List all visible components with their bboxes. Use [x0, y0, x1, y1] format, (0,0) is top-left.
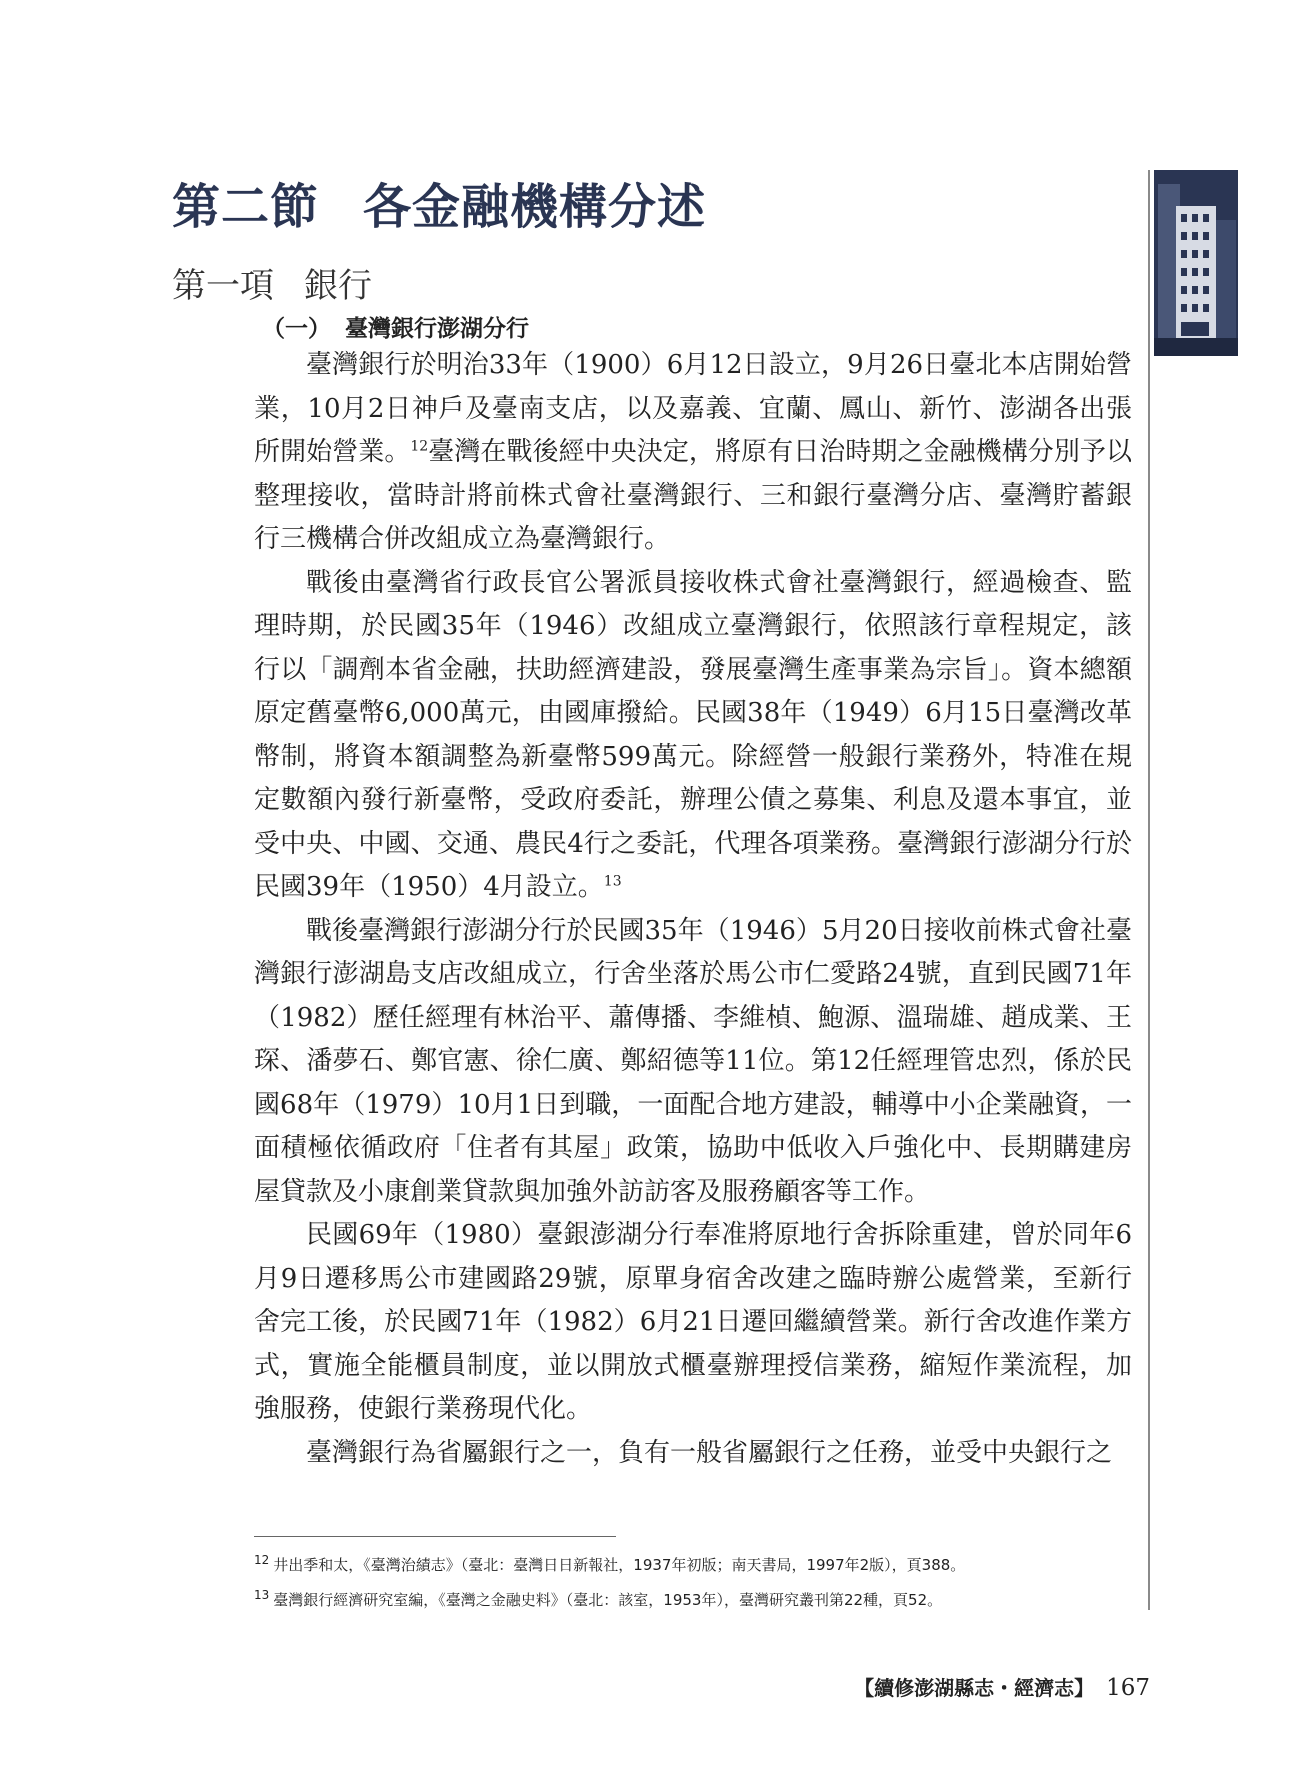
building-photo — [1154, 170, 1238, 356]
page-number: 167 — [1106, 1675, 1150, 1701]
subsection-title — [262, 310, 529, 343]
paragraph: 戰後臺灣銀行澎湖分行於民國35年（1946）5月20日接收前株式會社臺灣銀行澎湖島支店改組成立，行舍坐落於馬公市仁愛路24號，直到民國71年（1982）歷任經理有林治平、蕭傳播、李維楨、鮑源、溫瑞雄、趙成業、王琛、潘夢石、鄭官憲、徐仁廣、鄭紹德等11位。第12任經理管忠烈，係於民國68年（1979）10月1日到職，一面配合地方建設，輔導中小企業融資，一面積極依循政府「住者有其屋」政策，協助中低收入戶強化中、長期購建房屋貸款及小康創業貸款與加強外訪訪客及服務顧客等工作。 — [254, 915, 1132, 1207]
footnote-ref[interactable]: 12 — [410, 438, 429, 455]
footnotes — [254, 1550, 1134, 1620]
footnote-number: 12 — [254, 1553, 270, 1567]
footnote-divider — [254, 1536, 616, 1537]
paragraph: 臺灣銀行為省屬銀行之一，負有一般省屬銀行之任務，並受中央銀行之 — [306, 1437, 1113, 1468]
footnote-ref[interactable]: 13 — [603, 873, 622, 890]
section-title-text: 各金融機構分述 — [363, 179, 707, 235]
footnote-text: 臺灣銀行經濟研究室編，《臺灣之金融史料》（臺北：該室，1953年），臺灣研究叢刊第22種，頁52。 — [273, 1591, 943, 1609]
footnote — [254, 1550, 1134, 1575]
subsection-title-text: 臺灣銀行澎湖分行 — [345, 315, 529, 342]
running-footer — [854, 1672, 1150, 1701]
paragraph: 戰後由臺灣省行政長官公署派員接收株式會社臺灣銀行，經過檢查、監理時期，於民國35年（1946）改組成立臺灣銀行，依照該行章程規定，該行以「調劑本省金融，扶助經濟建設，發展臺灣生產事業為宗旨」。資本總額原定舊臺幣6,000萬元，由國庫撥給。民國38年（1949）6月15日臺灣改革幣制，將資本額調整為新臺幣599萬元。除經營一般銀行業務外，特准在規定數額內發行新臺幣，受政府委託，辦理公債之募集、利息及還本事宜，並受中央、中國、交通、農民4行之委託，代理各項業務。臺灣銀行澎湖分行於民國39年（1950）4月設立。$^{13}$ — [254, 567, 1132, 902]
section-title — [172, 168, 706, 237]
section-number: 第二節 — [172, 179, 320, 235]
footnote — [254, 1585, 1134, 1610]
footnote-number: 13 — [254, 1588, 270, 1602]
subsection-number: （一） — [262, 315, 331, 342]
margin-rule — [1148, 170, 1150, 1610]
footnote-text: 井出季和太，《臺灣治績志》（臺北：臺灣日日新報社，1937年初版；南天書局，1997年2版），頁388。 — [273, 1556, 966, 1574]
item-title-text: 銀行 — [304, 266, 372, 306]
paragraph: 臺灣銀行於明治33年（1900）6月12日設立，9月26日臺北本店開始營業，10月2日神戶及臺南支店，以及嘉義、宜蘭、鳳山、新竹、澎湖各出張所開始營業。$^{12}$臺灣在戰後經中央決定，將原有日治時期之金融機構分別予以整理接收，當時計將前株式會社臺灣銀行、三和銀行臺灣分店、臺灣貯蓄銀行三機構合併改組成立為臺灣銀行。 — [254, 350, 1132, 554]
paragraph: 民國69年（1980）臺銀澎湖分行奉准將原地行舍拆除重建，曾於同年6月9日遷移馬公市建國路29號，原單身宿舍改建之臨時辦公處營業，至新行舍完工後，於民國71年（1982）6月21日遷回繼續營業。新行舍改進作業方式，實施全能櫃員制度，並以開放式櫃臺辦理授信業務，縮短作業流程，加強服務，使銀行業務現代化。 — [254, 1220, 1132, 1424]
item-number: 第一項 — [172, 266, 274, 306]
item-title — [172, 258, 372, 307]
body-text — [254, 344, 1132, 1475]
building-photo-icon — [1154, 170, 1238, 356]
book-title: 【續修澎湖縣志・經濟志】 — [854, 1676, 1095, 1700]
